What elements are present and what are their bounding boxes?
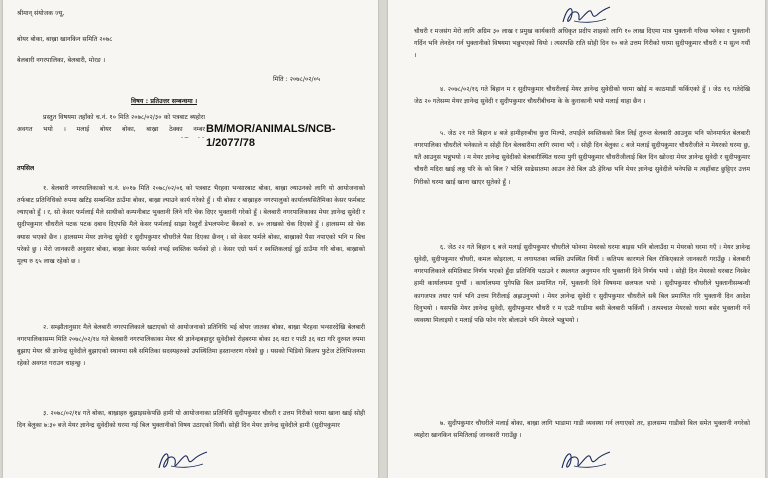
signature-left: [153, 446, 213, 474]
point-7: ७. सुदीपकुमार चौधरीले मलाई बोका, बाख्रा लागि भाडामा गाडी व्यवस्था गर्न लगाएको तर, हालसम्म गाडीको बिल समेत भुक्तानी नगरेको व्यहोरा खानकिन समितिलाई जानकारी गराउँछु ।: [414, 420, 750, 440]
point-1: १. बेलबारी नगरपालिकाको च.नं. ४०१७ मिति २०७८/०२/०६ को पत्रबाट भैरहवा भन्सारबाट बोका, बाख्रा ल्याउनको लागि यो आयोजनाको तर्फबाट प्रतिनिधिको रुपमा खटिइ सम्बन्धित ठाउँमा बोका, बाख्रा ल्याउने कार्य गरेको हुँ । यी बोका र बाख्राहरु नगरपालुको कार्यालयसितैमिका केसर फर्मबाट ल्याएको हुँ । र, सो केसर फर्मलाई मैले साथीको कम्पनीबाट भुक्तानी लिने गरि चेक दिएर भुक्तानी गरेको हुँ । बेलबारी नगरपालिकाका मेयर ज्ञानेन्द्र सुवेदी र सुदीपकुमार चौधरीले पटक पटक दबाव दिएपछि मैले केसर फर्मलाई साझा रेस्तुराँ डेभलपमेन्ट बैंकको रु. ४० लाखको चेक दिएको हुँ । हालसम्म सो चेक क्यास भएको छैन । हालसम्म मेयर ज्ञानेन्द्र सुवेदी र सुदीपकुमार चौधरीले पैसा दिएका छैनन् । सो केसर फर्मले बोका, बाख्राको पैसा नपाएको भनि म बिच परेको छु । मेरो जानकारी अनुसार बोका, बाख्रा केसर फर्मको नभई स्वस्तिक फर्मको हो । केसर एग्रो फर्म र स्वस्तिकलाई दुई ठाउँमा गरि बोका, बाख्राको मूल्य रु ६५ लाख रहेको छ ।: [17, 185, 365, 265]
point-3: ३. २०७८/०२/१४ गते बोका, बाख्राहरु बुझाइसकेपछि हामी यो आयोजनाका प्रतिनिधि सुदीपकुमार चौधरी र उत्तम गिरीको घरमा खाना खाई सोही दिन बेलुका ७:३० बजे मेयर ज्ञानेन्द्र सुवेदीको घरमा गई बिल भुक्तानीको विषय उठाएको थियौं। सोही दिन मेयर ज्ञानेन्द्र सुवेदीले हामी (सुदीपकुमार: [17, 410, 365, 430]
signature-right-bottom: [556, 446, 616, 474]
point-2-block: [17, 322, 365, 408]
point-6: ६. जेठ २२ गते बिहान ६ बजे मलाई सुदीपकुमार चौधरीले फोनमा मेयरको घरमा बाइस भनि बोलाउँदा म मेयरको घरमा गएँ । मेयर ज्ञानेन्द्र सुवेदी, सुदीपकुमार चौधरी, कमल कोइराला, म लगायतका व्यक्ति उपस्थित थियौं । कतिपय कारणले बिल रोकिएकाले जानकारी गराउँछु । बेलबारी नगरपालिकाले समितिबाट निर्णय भएको हुँदा प्रतिनिधि पठाउने र स्थलगत अनुगमन गरि भुक्तानी दिने निर्णय भयो । सोही दिन मेयरको घरबाट निस्केर हामी कार्यालयमा पुग्यौं । कार्यालयमा पुगेपछि बिल प्रमाणित गर्ने, भुक्तानी दिने विषयमा छलफल भयो । सुदीपकुमार चौधरीले भुक्तानीसम्बन्धी कागजपत्र तयार पार्न भनि उत्तम गिरीलाई अह्राउनुभयो । मेयर ज्ञानेन्द्र सुवेदी र सुदीपकुमार चौधरीले सबै बिल प्रमाणित गरि भुक्तानी दिन आदेश दिनुभयो । यसपछि मेयर ज्ञानेन्द्र सुवेदी, सुदीपकुमार चौधरी र म एउटै गाडीमा बसी बेलबारी फर्कियौं । तत्पश्चात मेयरको घरमा बसेर भुक्तानी गर्ने व्यवस्था मिलाइयो र मलाई पछि फोन गरेर बोलाउने भनि मेयरले भन्नुभयो ।: [414, 244, 750, 324]
tapsil-heading: तपसिल: [17, 165, 35, 172]
tender-reference-number: BM/MOR/ANIMALS/NCB-1/2077/78: [206, 123, 336, 149]
signature-right-top: [558, 2, 616, 28]
point-5-block: [414, 128, 750, 238]
left-page: [3, 0, 378, 478]
point-2: २. सम्झौतानुसार मैले बेलबारी नगरपालिकाले खटाएको यो आयोजनाको प्रतिनिधि भई बोयर जातका बोका, बाख्रा भैरहवा भन्सारदेखि बेलबारी नगरपालिकासम्म मिति २०७८/०२/१४ गते बेलबारी नगरपालिकाका मेयर श्री ज्ञानेन्द्रबहादुर सुवेदीको रोहबरमा बोका ३६ वटा र पाठी ३६ वटा गरि दुरुस्त रुपमा बुझाए मेयर श्री ज्ञानेन्द्र सुवेदीले बुझाएको स्थानमा सबै समितिका सदस्यहरुको उपस्थितिमा हस्तान्तरण गरेको छु । यसको भिडियो किलप फुटेज टेलिभिजनमा रहेको अवगत गराउन चाहन्छु ।: [17, 324, 365, 368]
point-7-block: [414, 418, 750, 444]
point-3-block: [17, 408, 365, 446]
continuation-paragraph: चौधरी र मजसंग मेरो लागि अग्रिम ३० लाख र प्रमुख कार्यकारी अधिकृत प्रदीप शाहको लागि १० लाख दिएमा मात्र भुक्तानी गरिन्छ भनेका र भुक्तानी गर्दिन भनि लेनदेन गर्न भुक्तानीको विषयमा भन्नुभएको थियो । त्यसपछि राति सोही दिन १० बजे उत्तम गिरीको घरमा सुदीपकुमार चौधरी र म सुत्न गयौं ।: [414, 28, 750, 60]
address-line-2: बेलबारी नगरपालिका, बेलबारी, मोरङ ।: [17, 57, 106, 64]
point-5: ५. जेठ २१ गते बिहान ४ बजे हामीहरुबीच कुरा मिल्यो, तपाईंले स्वस्तिकको बिल लिई तुरुन्त बेलबारी आउनुस भनि फोनमार्फत बेलबारी नगरपालिका चौधरीले भनेकाले म सोही दिन बेलबारीमा लागि रमाना भएँ । सोही दिन बेलुका ८ बजे मलाई सुदीपकुमार चौधरीजीले म मेयरको घरमा छु, यतै आउनुस भन्नुभयो । म मेयर ज्ञानेन्द्र सुवेदीको बेलबारीस्थित घरमा पुगी सुदीपकुमार चौधरीजीलाई बिल दिन खोज्दा मेयर ज्ञानेन्द्र सुवेदी र सुदीपकुमार चौधरी मदिरा खाई लठ्ठ परि के को बिल ? भोलि साढेसातमा आउन तेरो बिल उठै हेरिन्छ भनि मेयर ज्ञानेन्द्र सुवेदीले भनेपछि म त्यहाँबाट छुट्टिएर उत्तम गिरीको घरमा खाई खाना खाएर सुतेको हुँ ।: [414, 130, 750, 186]
continuation-block: [414, 26, 750, 76]
right-page: [388, 0, 765, 478]
point-1-block: [17, 183, 365, 317]
salutation: श्रीमान् संयोजक ज्यू,: [17, 10, 65, 17]
point-6-block: [414, 242, 750, 412]
address-line-1: बोयर बोका, बाख्रा खानकिन समिति २०७८: [17, 36, 113, 43]
intro-paragraph-head: [17, 112, 205, 138]
point-4: ४. २०७८/०२/१६ गते बिहान म र सुदीपकुमार चौधरीलाई मेयर ज्ञानेन्द्र सुवेदीको घरमा खोई म काठमाडौं फर्किएको हुँ । जेठ १६ गतेदेखि जेठ २० गतेसम्म मेयर ज्ञानेन्द्र सुवेदी र सुदीपकुमार चौधरीबीचमा के के कुराकानी भयो मलाई थाहा छैन ।: [414, 86, 750, 106]
letter-date: मिति : २०७८/०२/०५: [273, 76, 321, 83]
letter-subject: विषय : प्रतिउत्तर सम्बन्धमा ।: [131, 98, 198, 105]
point-4-block: [414, 84, 750, 122]
intro-paragraph: प्रस्तुत विषयमा तहाँको च.नं. १० मिति २०७८/०२/३० को पत्रबाट ब्यहोरा अवगत भयो । मलाई बोयर बोका, बाख्रा ठेक्का नम्बर: [17, 114, 205, 134]
